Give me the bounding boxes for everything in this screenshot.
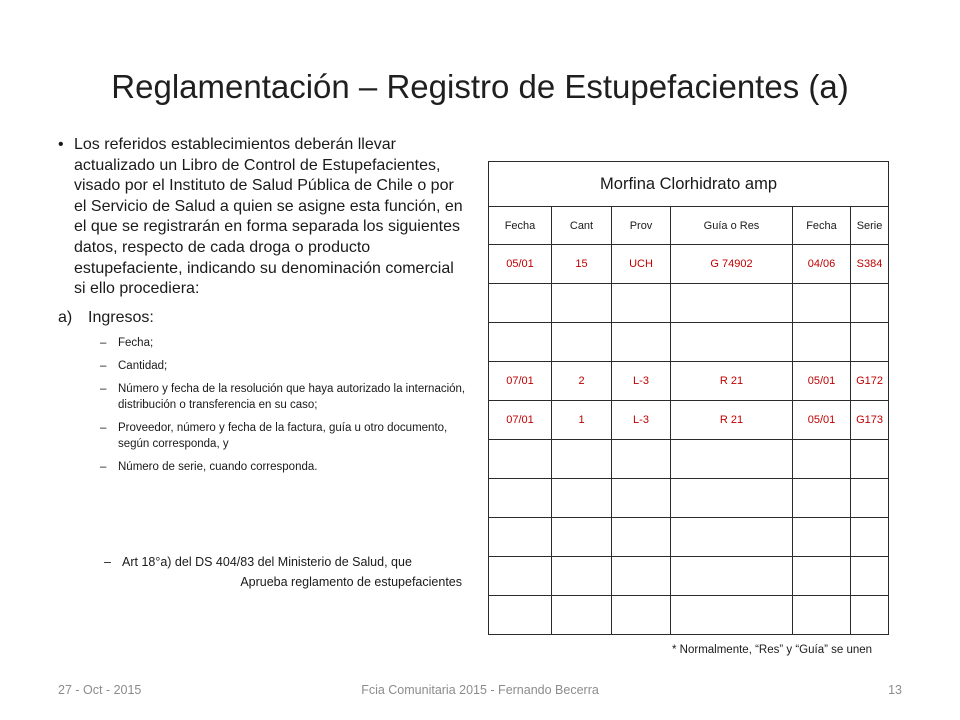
dash-icon: – [100, 421, 107, 434]
table-row [489, 284, 889, 323]
list-item-text: Fecha; [118, 336, 154, 349]
dash-icon: – [100, 359, 107, 372]
table-cell: 15 [552, 245, 612, 284]
table-cell [612, 479, 671, 518]
table-cell [489, 440, 552, 479]
article-line-1 [104, 552, 462, 572]
dash-icon: – [100, 382, 107, 395]
table-cell [851, 440, 889, 479]
footer-title: Fcia Comunitaria 2015 - Fernando Becerra [361, 683, 599, 697]
table-cell [552, 323, 612, 362]
table-cell [851, 557, 889, 596]
slide-title: Reglamentación – Registro de Estupefacientes (a) [111, 68, 849, 105]
table-cell: 1 [552, 401, 612, 440]
table-cell [671, 596, 793, 635]
table-row [489, 401, 889, 440]
table-cell: UCH [612, 245, 671, 284]
table-cell: G173 [851, 401, 889, 440]
table-cell [489, 518, 552, 557]
table-cell [793, 479, 851, 518]
left-column [58, 135, 466, 482]
table-cell [552, 284, 612, 323]
table-cell [489, 596, 552, 635]
ingresos-marker: a) [58, 308, 73, 326]
page-number: 13 [888, 683, 902, 697]
table-title-row [489, 162, 889, 207]
table-row [489, 440, 889, 479]
table-cell [671, 557, 793, 596]
ingresos-label: Ingresos: [88, 308, 154, 326]
list-item-text: Número y fecha de la resolución que haya autorizado la internación, distribución o transferencia en su caso; [118, 382, 466, 411]
table-cell [671, 323, 793, 362]
dash-icon: – [104, 555, 111, 569]
table-cell [612, 518, 671, 557]
table-cell: L-3 [612, 362, 671, 401]
footnote: * Normalmente, “Res” y “Guía” se unen [672, 644, 873, 656]
table-cell [793, 284, 851, 323]
footer-date: 27 - Oct - 2015 [58, 683, 142, 697]
table-cell [793, 557, 851, 596]
table-cell [851, 284, 889, 323]
table-cell: 05/01 [793, 401, 851, 440]
table-row [489, 596, 889, 635]
table-cell [793, 518, 851, 557]
table-cell: G 74902 [671, 245, 793, 284]
dash-icon: – [100, 336, 107, 349]
column-header-guia-res: Guía o Res [671, 207, 793, 245]
table-title: Morfina Clorhidrato amp [489, 162, 889, 207]
table-cell [851, 596, 889, 635]
table-cell [671, 479, 793, 518]
table-cell [612, 284, 671, 323]
table-cell [671, 518, 793, 557]
table-cell [552, 596, 612, 635]
dash-icon: – [100, 460, 107, 473]
column-header-prov: Prov [612, 207, 671, 245]
table-cell [489, 323, 552, 362]
list-item [100, 335, 466, 351]
article-line-2: Aprueba reglamento de estupefacientes [240, 575, 462, 589]
table-cell: R 21 [671, 362, 793, 401]
table-row [489, 518, 889, 557]
table-cell [793, 440, 851, 479]
table-cell: 05/01 [793, 362, 851, 401]
list-item [100, 459, 466, 475]
table-cell [612, 440, 671, 479]
column-header-cant: Cant [552, 207, 612, 245]
table-cell: S384 [851, 245, 889, 284]
ingresos-heading [58, 309, 466, 327]
table-header-row [489, 207, 889, 245]
list-item [100, 420, 466, 452]
ingresos-list [100, 335, 466, 475]
table-cell [552, 518, 612, 557]
table-row [489, 323, 889, 362]
intro-text: Los referidos establecimientos deberán llevar actualizado un Libro de Control de Estupefacientes, visado por el Instituto de Salud Pública de Chile o por el Servicio de Salud a quien se asigne esta función, en el que se registrarán en forma separada los siguientes datos, respecto de cada droga o producto estupefaciente, indicando su denominación comercial si ello procediera: [74, 136, 463, 298]
register-table [488, 161, 889, 635]
table-cell [851, 518, 889, 557]
table-cell [851, 323, 889, 362]
column-header-fecha: Fecha [489, 207, 552, 245]
table-cell: 07/01 [489, 401, 552, 440]
table-cell [793, 596, 851, 635]
table-cell: G172 [851, 362, 889, 401]
table-row [489, 557, 889, 596]
table-cell: 07/01 [489, 362, 552, 401]
list-item [100, 381, 466, 413]
list-item-text: Proveedor, número y fecha de la factura, guía u otro documento, según corresponda, y [118, 421, 448, 450]
table-cell [671, 284, 793, 323]
table-cell [612, 323, 671, 362]
table-cell [612, 557, 671, 596]
table-cell [851, 479, 889, 518]
list-item [100, 358, 466, 374]
table-cell: 2 [552, 362, 612, 401]
intro-paragraph [58, 135, 466, 300]
column-header-serie: Serie [851, 207, 889, 245]
table-cell [552, 479, 612, 518]
list-item-text: Número de serie, cuando corresponda. [118, 460, 318, 473]
table-cell: 05/01 [489, 245, 552, 284]
article-reference [104, 552, 462, 592]
article-text-1: Art 18°a) del DS 404/83 del Ministerio de Salud, que [122, 555, 412, 569]
bullet-icon: • [58, 136, 64, 153]
table-cell [552, 440, 612, 479]
table-cell: L-3 [612, 401, 671, 440]
table-row [489, 245, 889, 284]
table-cell [612, 596, 671, 635]
table-cell: R 21 [671, 401, 793, 440]
table-cell: 04/06 [793, 245, 851, 284]
column-header-fecha-2: Fecha [793, 207, 851, 245]
table-cell [552, 557, 612, 596]
table-cell [671, 440, 793, 479]
table-cell [489, 479, 552, 518]
table-cell [793, 323, 851, 362]
table-row [489, 479, 889, 518]
table-cell [489, 557, 552, 596]
list-item-text: Cantidad; [118, 359, 168, 372]
table-row [489, 362, 889, 401]
table-cell [489, 284, 552, 323]
